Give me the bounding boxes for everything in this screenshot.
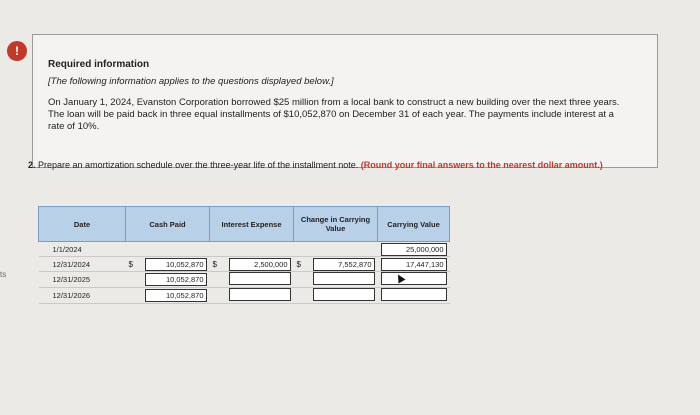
dollar-sign: [126, 272, 142, 288]
dollar-sign: [294, 288, 310, 304]
change-carrying-cell[interactable]: [310, 242, 378, 257]
edge-text: ts: [0, 270, 7, 279]
carrying-value-input[interactable]: [381, 272, 447, 285]
info-note: [The following information applies to the questions displayed below.]: [48, 76, 334, 87]
carrying-value-input[interactable]: 17,447,130: [381, 258, 447, 271]
dollar-sign: [294, 242, 310, 257]
date-cell: 12/31/2024: [39, 257, 126, 272]
dollar-sign: [126, 242, 142, 257]
dollar-sign: $: [210, 257, 226, 272]
table-row: [39, 288, 450, 304]
date-cell: 1/1/2024: [39, 242, 126, 257]
info-body: On January 1, 2024, Evanston Corporation borrowed $25 million from a local bank to construct a new building over the next three years. The loan will be paid back in three equal installments of $10,052,870 on December 31 of each year. The payments include interest at a rate of 10%.: [48, 97, 620, 132]
dollar-sign: [210, 288, 226, 304]
date-cell: 12/31/2025: [39, 272, 126, 288]
question-prompt: [28, 159, 663, 171]
header-carrying-value: Carrying Value: [378, 207, 450, 242]
info-title: Required information: [48, 59, 150, 70]
carrying-value-input[interactable]: 25,000,000: [381, 243, 447, 256]
date-cell: 12/31/2026: [39, 288, 126, 304]
header-date: Date: [39, 207, 126, 242]
change-carrying-input[interactable]: 7,552,870: [313, 258, 375, 271]
carrying-value-input[interactable]: [381, 288, 447, 301]
required-info-box: [32, 34, 658, 168]
dollar-sign: [210, 272, 226, 288]
header-interest-expense: Interest Expense: [210, 207, 294, 242]
cash-paid-input[interactable]: 10,052,870: [145, 289, 207, 302]
header-cash-paid: Cash Paid: [126, 207, 210, 242]
header-change-carrying: Change in Carrying Value: [294, 207, 378, 242]
dollar-sign: [210, 242, 226, 257]
amortization-table: [38, 206, 450, 304]
dollar-sign: $: [294, 257, 310, 272]
interest-expense-input[interactable]: [229, 288, 291, 301]
table-row: [39, 257, 450, 272]
dollar-sign: [126, 288, 142, 304]
question-text: Prepare an amortization schedule over the three-year life of the installment note.: [38, 160, 359, 170]
cash-paid-input[interactable]: 10,052,870: [145, 258, 207, 271]
dollar-sign: $: [126, 257, 142, 272]
interest-expense-input[interactable]: 2,500,000: [229, 258, 291, 271]
change-carrying-input[interactable]: [313, 272, 375, 285]
table-row: [39, 272, 450, 288]
question-number: 2.: [28, 160, 36, 170]
table-row: [39, 242, 450, 257]
cash-paid-input[interactable]: 10,052,870: [145, 273, 207, 286]
interest-expense-input[interactable]: [229, 272, 291, 285]
dollar-sign: [294, 272, 310, 288]
alert-icon: !: [7, 41, 27, 61]
cash-paid-cell[interactable]: [142, 242, 210, 257]
change-carrying-input[interactable]: [313, 288, 375, 301]
question-instruction: (Round your final answers to the nearest dollar amount.): [360, 160, 603, 170]
interest-expense-cell[interactable]: [226, 242, 294, 257]
